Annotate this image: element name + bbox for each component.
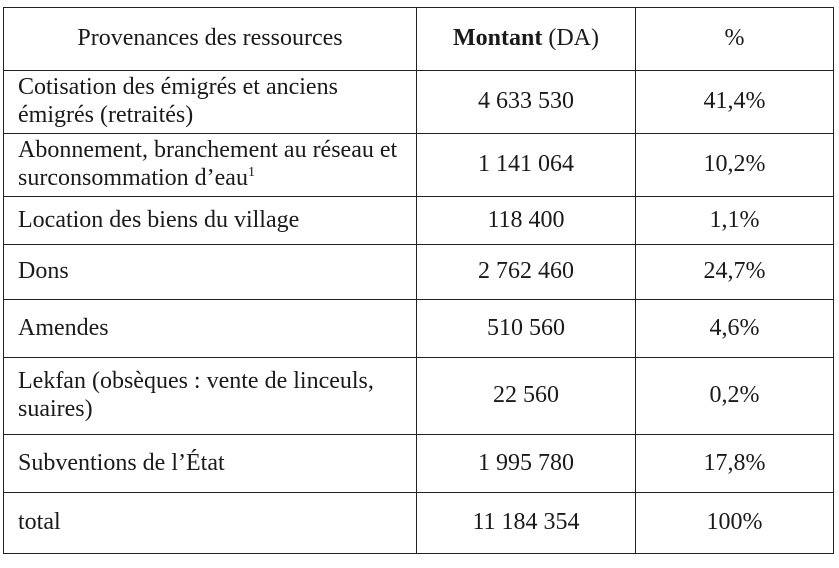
total-label: total	[4, 493, 417, 554]
table-row	[4, 358, 834, 435]
header-amount-label: Montant	[453, 25, 543, 52]
footnote-marker: 1	[247, 165, 255, 180]
row-amount: 4 633 530	[417, 71, 636, 134]
row-label: Location des biens du village	[4, 197, 417, 245]
row-label: Abonnement, branchement au réseau et surconsommation d’eau	[18, 137, 398, 191]
header-amount	[417, 8, 636, 71]
row-label: Cotisation des émigrés et anciens émigrés (retraités)	[4, 71, 417, 134]
row-amount: 118 400	[417, 197, 636, 245]
row-amount: 1 995 780	[417, 435, 636, 493]
row-percent: 4,6%	[636, 300, 834, 358]
row-label-cell	[4, 134, 417, 197]
row-label: Subventions de l’État	[4, 435, 417, 493]
table-row	[4, 71, 834, 134]
row-percent: 10,2%	[636, 134, 834, 197]
row-amount: 510 560	[417, 300, 636, 358]
row-percent: 17,8%	[636, 435, 834, 493]
row-percent: 0,2%	[636, 358, 834, 435]
row-label: Lekfan (obsèques : vente de linceuls, suaires)	[4, 358, 417, 435]
total-percent: 100%	[636, 493, 834, 554]
row-amount: 22 560	[417, 358, 636, 435]
row-label: Amendes	[4, 300, 417, 358]
row-amount: 2 762 460	[417, 245, 636, 300]
header-source: Provenances des ressources	[4, 8, 417, 71]
total-amount: 11 184 354	[417, 493, 636, 554]
row-percent: 41,4%	[636, 71, 834, 134]
table-header-row	[4, 8, 834, 71]
table-row	[4, 300, 834, 358]
header-amount-unit: (DA)	[542, 25, 599, 52]
resources-table	[3, 7, 834, 554]
table-row	[4, 134, 834, 197]
table-row	[4, 435, 834, 493]
table-row	[4, 245, 834, 300]
total-row	[4, 493, 834, 554]
header-percent: %	[636, 8, 834, 71]
row-label: Dons	[4, 245, 417, 300]
row-percent: 1,1%	[636, 197, 834, 245]
row-amount: 1 141 064	[417, 134, 636, 197]
table-row	[4, 197, 834, 245]
row-percent: 24,7%	[636, 245, 834, 300]
